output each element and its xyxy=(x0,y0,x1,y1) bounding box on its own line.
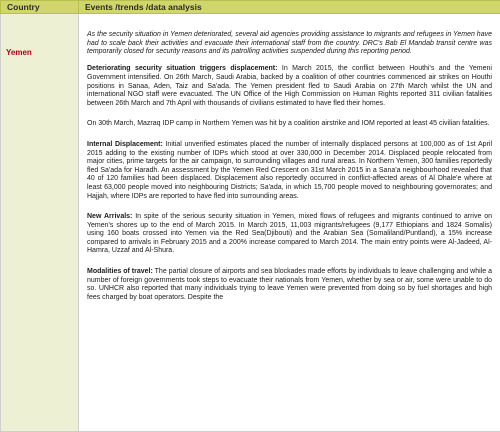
arrivals-paragraph xyxy=(87,213,492,256)
security-body: In March 2015, the conflict between Houthi's and the Yemeni Government intensified. On 26th March, Saudi Arabia, backed by a coalition of other countries commenced air strikes on Houthi positions in Sanaa, Aden, Taiz and Sa'ada. The Yemen president fled to Saudi Arabia on 27th March whilst the UN and international NGO staff were evacuated. The UN Office of the High Commission on Human Rights reported 311 civilian fatalities between 26th March and 7th April with thousands of civilians estimated to have fled their homes. xyxy=(87,65,492,106)
table-header-row xyxy=(1,1,500,14)
intro-paragraph: As the security situation in Yemen deteriorated, several aid agencies providing assistance to migrants and refugees in Yemen have had to scale back their activities and evacuate their international staff from the country. DRC's Bab El Mandab transit centre was temporarily closed for security reasons and its patrolling activities suspended during this reporting period. xyxy=(87,31,492,57)
mazraq-paragraph: On 30th March, Mazraq IDP camp in Northern Yemen was hit by a coalition airstrike and IOM reported at least 45 civilian fatalities. xyxy=(87,120,492,129)
travel-paragraph xyxy=(87,268,492,302)
security-heading: Deteriorating security situation triggers displacement: xyxy=(87,65,277,72)
idp-paragraph xyxy=(87,141,492,201)
travel-heading: Modalities of travel: xyxy=(87,268,153,275)
idp-heading: Internal Displacement: xyxy=(87,141,163,148)
security-paragraph xyxy=(87,65,492,108)
arrivals-body: In spite of the serious security situation in Yemen, mixed flows of refugees and migrants continued to arrive on Yemen's shores up to the end of March 2015. In March 2015, 11,003 migrants/refugees (9,177 Ethiopians and 1824 Somalis) using 160 boats crossed into Yemen via the Red Sea(Djibouti) and the Arabian Sea (Somaliland/Puntland), a 15% increase compared to arrivals in February 2015 and a 200% increase compared to March 2014. The main entry points were Al-Jadeed, Al-Hamra, Uzzaf and Al-Shura. xyxy=(87,213,492,254)
idp-body: Initial unverified estimates placed the number of internally displaced persons at 100,000 as of 1st April 2015 adding to the existing number of IDPs which stood at over 330,000 in December 2014. Displaced people relocated from major cities, prime targets for the air campaign, to surrounding villages and rural areas. In Northern Yemen, 300 families reportedly fled Sa'ada for Haradh. An assessment by the Yemen Red Crescent on 31st March 2015 in a Sana'a neighbourhood revealed that 40 of 120 families had been displaced. Displacement also reportedly occurred in conflict-affected areas of Al Dhale'e where at least 63,000 people moved into neighbouring Districts; Sa'ada, in which 15,700 people moved to neighbouring governorates; and Hajjah, where IDPs are reported to have fled into surrounding areas. xyxy=(87,141,492,200)
header-country: Country xyxy=(1,1,79,14)
events-cell xyxy=(79,14,500,432)
table-row xyxy=(1,14,500,432)
arrivals-heading: New Arrivals: xyxy=(87,213,132,220)
country-cell: Yemen xyxy=(1,14,79,432)
travel-body: The partial closure of airports and sea blockades made efforts by individuals to leave challenging and while a number of foreign governments took steps to evacuate their nationals from Yemen, whether by sea or air, some were unable to do so. UNHCR also reported that many individuals trying to leave Yemen were prevented from doing so by fuel shortages and high fees charged by boat operators. Despite the xyxy=(87,268,492,301)
header-events: Events /trends /data analysis xyxy=(79,1,500,14)
